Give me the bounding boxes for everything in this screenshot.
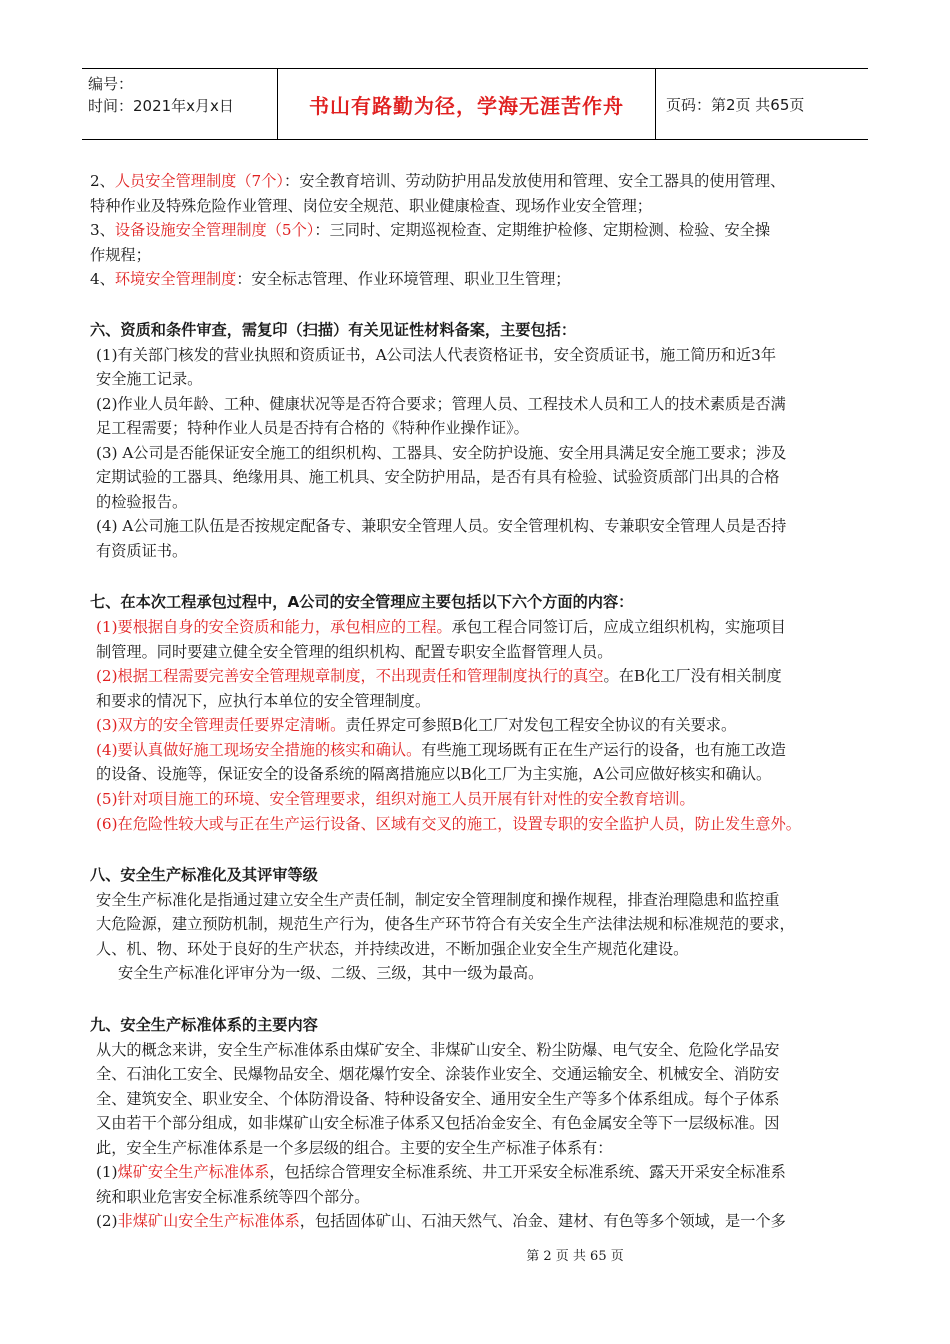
sec6-line: 定期试验的工器具、绝缘用具、施工机具、安全防护用品，是否有具有检验、试验资质部门出具的合格 bbox=[96, 468, 780, 486]
sec5-line-2: 特种作业及特殊危险作业管理、岗位安全规范、职业健康检查、现场作业安全管理； bbox=[90, 197, 652, 215]
number-label: 编号： bbox=[88, 75, 134, 93]
sec8-grade: 安全生产标准化评审分为一级、二级、三级，其中一级为最高。 bbox=[118, 964, 544, 982]
sec7-item-4-cont: 的设备、设施等，保证安全的设备系统的隔离措施应以B化工厂为主实施，A公司应做好核实和确认。 bbox=[96, 765, 772, 783]
sec6-line: 有资质证书。 bbox=[96, 542, 188, 560]
sec6-line: (3) A公司是否能保证安全施工的组织机构、工器具、安全防护设施、安全用具满足安全施工要求；涉及 bbox=[96, 444, 787, 462]
sec8-line: 安全生产标准化是指通过建立安全生产责任制，制定安全管理制度和操作规程，排查治理隐患和监控重 bbox=[96, 891, 780, 909]
sec9-heading: 九、安全生产标准体系的主要内容 bbox=[90, 1016, 318, 1034]
page-footer: 第 2 页 共 65 页 bbox=[526, 1249, 624, 1264]
page-header bbox=[82, 68, 868, 140]
sec5-line-3: 3、设备设施安全管理制度（5个）：三同时、定期巡视检查、定期维护检修、定期检测、检验、安全操 bbox=[90, 221, 770, 239]
sec9-item-1: (1)煤矿安全生产标准体系，包括综合管理安全标准系统、井工开采安全标准系统、露天开采安全标准系 bbox=[96, 1163, 786, 1181]
sec6-line: 的检验报告。 bbox=[96, 493, 188, 511]
sec7-heading: 七、在本次工程承包过程中，A公司的安全管理应主要包括以下六个方面的内容： bbox=[90, 593, 634, 611]
noncoal-standard-title: 非煤矿山安全生产标准体系 bbox=[117, 1212, 300, 1230]
sec5-line-4: 作规程； bbox=[90, 246, 151, 264]
sec8-heading: 八、安全生产标准化及其评审等级 bbox=[90, 866, 318, 884]
sec7-item-1: (1)要根据自身的安全资质和能力，承包相应的工程。承包工程合同签订后，应成立组织机构，实施项目 bbox=[96, 618, 786, 636]
sec9-line: 全、石油化工安全、民爆物品安全、烟花爆竹安全、涂装作业安全、交通运输安全、机械安全、消防安 bbox=[96, 1065, 780, 1083]
sec6-line: (2)作业人员年龄、工种、健康状况等是否符合要求；管理人员、工程技术人员和工人的技术素质是否满 bbox=[96, 395, 786, 413]
equipment-rules-title: 设备设施安全管理制度（5个） bbox=[114, 221, 315, 239]
sec9-line: 又由若干个部分组成，如非煤矿山安全标准子体系又包括冶金安全、有色金属安全等下一层级标准。因 bbox=[96, 1114, 780, 1132]
sec5-line-1: 2、人员安全管理制度（7个）：安全教育培训、劳动防护用品发放使用和管理、安全工器具的使用管理、 bbox=[90, 172, 786, 190]
sec7-item-2: (2)根据工程需要完善安全管理规章制度，不出现责任和管理制度执行的真空。在B化工厂没有相关制度 bbox=[96, 667, 782, 685]
header-meta bbox=[82, 69, 278, 139]
sec7-item-1-cont: 制管理。同时要建立健全安全管理的组织机构、配置专职安全监督管理人员。 bbox=[96, 643, 613, 661]
sec8-line: 人、机、物、环处于良好的生产状态，并持续改进，不断加强企业安全生产规范化建设。 bbox=[96, 940, 689, 958]
sec7-item-6: (6)在危险性较大或与正在生产运行设备、区域有交叉的施工，设置专职的安全监护人员，防止发生意外。 bbox=[96, 815, 801, 833]
header-page-info: 页码：第2页 共65页 bbox=[666, 95, 805, 114]
coal-standard-title: 煤矿安全生产标准体系 bbox=[117, 1163, 270, 1181]
sec7-item-4: (4)要认真做好施工现场安全措施的核实和确认。有些施工现场既有正在生产运行的设备，也有施工改造 bbox=[96, 741, 786, 759]
sec5-line-5: 4、环境安全管理制度：安全标志管理、作业环境管理、职业卫生管理； bbox=[90, 270, 571, 288]
sec9-item-1-cont: 统和职业危害安全标准系统等四个部分。 bbox=[96, 1188, 370, 1206]
sec9-line: 此，安全生产标准体系是一个多层级的组合。主要的安全生产标准子体系有： bbox=[96, 1139, 613, 1157]
sec6-line: (4) A公司施工队伍是否按规定配备专、兼职安全管理人员。安全管理机构、专兼职安全管理人员是否持 bbox=[96, 517, 787, 535]
time-label: 时间：2021年x月x日 bbox=[88, 97, 234, 115]
sec7-item-3: (3)双方的安全管理责任要界定清晰。责任界定可参照B化工厂对发包工程安全协议的有关要求。 bbox=[96, 716, 737, 734]
personnel-rules-title: 人员安全管理制度（7个） bbox=[114, 172, 284, 190]
sec6-line: (1)有关部门核发的营业执照和资质证书，A公司法人代表资格证书，安全资质证书，施工简历和近3年 bbox=[96, 346, 777, 364]
sec6-heading: 六、资质和条件审查，需复印（扫描）有关见证性材料备案，主要包括： bbox=[90, 321, 576, 339]
sec7-item-2-cont: 和要求的情况下，应执行本单位的安全管理制度。 bbox=[96, 692, 431, 710]
sec7-item-5: (5)针对项目施工的环境、安全管理要求，组织对施工人员开展有针对性的安全教育培训。 bbox=[96, 790, 695, 808]
sec9-line: 从大的概念来讲，安全生产标准体系由煤矿安全、非煤矿山安全、粉尘防爆、电气安全、危险化学品安 bbox=[96, 1041, 780, 1059]
sec9-line: 全、建筑安全、职业安全、个体防滑设备、特种设备安全、通用安全生产等多个体系组成。每个子体系 bbox=[96, 1090, 780, 1108]
sec6-line: 安全施工记录。 bbox=[96, 370, 203, 388]
environment-rules-title: 环境安全管理制度 bbox=[114, 270, 237, 288]
sec6-line: 足工程需要；特种作业人员是否持有合格的《特种作业操作证》。 bbox=[96, 419, 529, 437]
header-motto: 书山有路勤为径，学海无涯苦作舟 bbox=[278, 69, 656, 139]
sec8-line: 大危险源，建立预防机制，规范生产行为，使各生产环节符合有关安全生产法律法规和标准规范的要求， bbox=[96, 915, 795, 933]
sec9-item-2: (2)非煤矿山安全生产标准体系，包括固体矿山、石油天然气、冶金、建材、有色等多个领域，是一个多 bbox=[96, 1212, 786, 1230]
